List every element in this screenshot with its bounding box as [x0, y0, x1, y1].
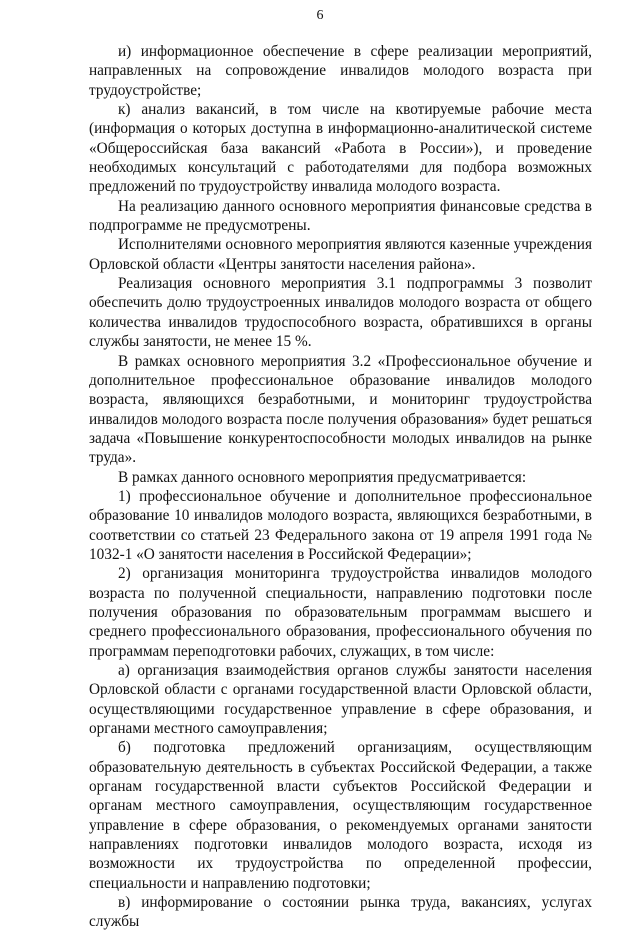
paragraph-item-v: в) информирование о состоянии рынка труда, вакансиях, услугах службы	[89, 894, 592, 931]
paragraph-executors: Исполнителями основного мероприятия являются казенные учреждения Орловской области «Центры занятости населения района».	[89, 236, 592, 273]
paragraph-measure-3-2: В рамках основного мероприятия 3.2 «Профессиональное обучение и дополнительное профессиональное образование инвалидов молодого возраста, являющихся безработными, и мониторинг трудоустройства инвалидов молодого возраста после получения образования» будет решаться задача «Повышение конкурентоспособности молодых инвалидов на рынке труда».	[89, 352, 592, 467]
page-number: 6	[316, 8, 324, 23]
document-body	[89, 42, 592, 932]
paragraph-item-1: 1) профессиональное обучение и дополнительное профессиональное образование 10 инвалидов молодого возраста, являющихся безработными, в соответствии со статьей 23 Федерального закона от 19 апреля 1991 года № 1032-1 «О занятости населения в Российской Федерации»;	[89, 487, 592, 563]
paragraph-measure-3-1: Реализация основного мероприятия 3.1 подпрограммы 3 позволит обеспечить долю трудоустроенных инвалидов молодого возраста от общего количества инвалидов трудоспособного возраста, обратившихся в органы службы занятости, не менее 15 %.	[89, 275, 592, 351]
paragraph-funding: На реализацию данного основного мероприятия финансовые средства в подпрограмме не предусмотрены.	[89, 197, 592, 235]
paragraph-item-i: и) информационное обеспечение в сфере реализации мероприятий, направленных на сопровождение инвалидов молодого возраста при трудоустройстве;	[89, 43, 592, 99]
paragraph-item-2: 2) организация мониторинга трудоустройства инвалидов молодого возраста по полученной специальности, направлению подготовки после получения образования по образовательным программам высшего и среднего профессионального образования, профессионального обучения по программам переподготовки рабочих, служащих, в том числе:	[89, 565, 592, 660]
paragraph-item-a: а) организация взаимодействия органов службы занятости населения Орловской области с органами государственной власти Орловской области, осуществляющими государственное управление в сфере образования, и органами местного самоуправления;	[89, 662, 592, 738]
paragraph-provisions-intro: В рамках данного основного мероприятия предусматривается:	[118, 468, 527, 486]
paragraph-item-k: к) анализ вакансий, в том числе на квотируемые рабочие места (информация о которых доступна в информационно-аналитической системе «Общероссийская база вакансий «Работа в России»), и проведение необходимых консультаций с работодателями для подбора возможных предложений по трудоустройству инвалида молодого возраста.	[89, 101, 592, 196]
paragraph-item-b: б) подготовка предложений организациям, осуществляющим образовательную деятельность в субъектах Российской Федерации, а также органам государственной власти субъектов Российской Федерации и органам местного самоуправления, осуществляющим государственное управление в сфере образования, о рекомендуемых органами занятости направлениях подготовки инвалидов молодого возраста, исходя из возможности их трудоустройства по определенной профессии, специальности и направлению подготовки;	[89, 739, 592, 892]
